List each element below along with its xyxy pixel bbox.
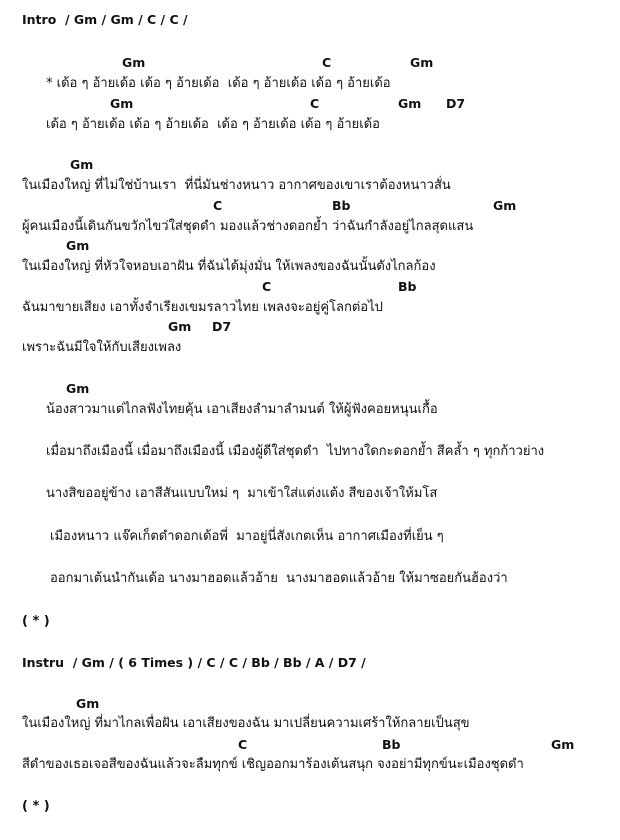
- lyric-line: ในเมืองใหญ่ ที่ไม่ใช่บ้านเรา ที่นี่มันช่างหนาว อากาศของเขาเราต้องหนาวสั่น: [22, 178, 451, 193]
- instru-line: Instru / Gm / ( 6 Times ) / C / C / Bb / Bb / A / D7 /: [22, 655, 366, 670]
- lyric-line: น้องสาวมาแต่ไกลฟังไทยคุ้น เอาเสียงลำมาลำมนต์ ให้ผู้ฟังคอยหนุนเกื้อ: [46, 402, 438, 417]
- chord: Gm: [110, 96, 134, 111]
- chord: Gm: [76, 696, 100, 711]
- lyric-line: ออกมาเต้นนำกันเด้อ นางมาฮอดแล้วอ้าย นางมาฮอดแล้วอ้าย ให้มาซอยกันฮ้องว่า: [50, 571, 508, 586]
- chord: D7: [446, 96, 466, 111]
- chord: Bb: [398, 279, 417, 294]
- chord: Gm: [493, 198, 517, 213]
- lyric-line: นางสิขออยู่ข้าง เอาสีสันแบบใหม่ ๆ มาเข้าใส่แต่งแต้ง สีของเจ้าให้มโส: [46, 486, 438, 501]
- chord: Gm: [66, 381, 90, 396]
- chord: Gm: [70, 157, 94, 172]
- lyric-line: สีดำของเธอเจอสีของฉันแล้วจะลืมทุกข์ เชิญออกมาร้องเต้นสนุก จงอย่ามีทุกข์นะเมืองชุดดำ: [22, 757, 524, 772]
- chord: Gm: [410, 55, 434, 70]
- chord: D7: [212, 319, 232, 334]
- lyric-line: เพราะฉันมีใจให้กับเสียงเพลง: [22, 340, 182, 355]
- lyric-line: ในเมืองใหญ่ ที่หัวใจหอบเอาฝัน ที่ฉันได้มุ่งมั่น ให้เพลงของฉันนั้นดังไกลก้อง: [22, 259, 436, 274]
- lyric-line: ฉันมาขายเสียง เอาทั้งจำเรียงเขมรลาวไทย เพลงจะอยู่คู่โลกต่อไป: [22, 300, 383, 315]
- chord: C: [310, 96, 320, 111]
- chord: Gm: [122, 55, 146, 70]
- lyric-line: เมื่อมาถึงเมืองนี้ เมื่อมาถึงเมืองนี้ เมืองผู้ดีใส่ชุดดำ ไปทางใดกะดอกย้ำ สีคล้ำ ๆ ทุกก้าวย่าง: [46, 444, 545, 459]
- chord: Gm: [66, 238, 90, 253]
- chord: C: [322, 55, 332, 70]
- chord: Bb: [382, 737, 401, 752]
- lyric-line: ในเมืองใหญ่ ที่มาไกลเพื่อฝัน เอาเสียงของฉัน มาเปลี่ยนความเศร้าให้กลายเป็นสุข: [22, 716, 470, 731]
- chord: C: [213, 198, 223, 213]
- repeat-marker: ( * ): [22, 614, 50, 629]
- chord: Bb: [332, 198, 351, 213]
- chord: C: [262, 279, 272, 294]
- repeat-marker: ( * ): [22, 799, 50, 814]
- lyric-line: ผู้คนเมืองนี้เดินกันขวักไขว่ใส่ชุดดำ มองแล้วช่างดอกย้ำ ว่าฉันกำลังอยู่ไกลสุดแสน: [22, 219, 474, 234]
- intro-line: Intro / Gm / Gm / C / C /: [22, 12, 188, 27]
- lyric-line: * เด้อ ๆ อ้ายเด้อ เด้อ ๆ อ้ายเด้อ เด้อ ๆ อ้ายเด้อ เด้อ ๆ อ้ายเด้อ: [46, 76, 391, 91]
- chord: Gm: [551, 737, 575, 752]
- chord: Gm: [168, 319, 192, 334]
- chord: Gm: [398, 96, 422, 111]
- chord: C: [238, 737, 248, 752]
- lyric-line: เด้อ ๆ อ้ายเด้อ เด้อ ๆ อ้ายเด้อ เด้อ ๆ อ้ายเด้อ เด้อ ๆ อ้ายเด้อ: [46, 117, 380, 132]
- lyric-line: เมืองหนาว แจ๊คเก็ตดำดอกเด้อพี่ มาอยู่นี่สังเกตเห็น อากาศเมืองที่เย็น ๆ: [50, 529, 444, 544]
